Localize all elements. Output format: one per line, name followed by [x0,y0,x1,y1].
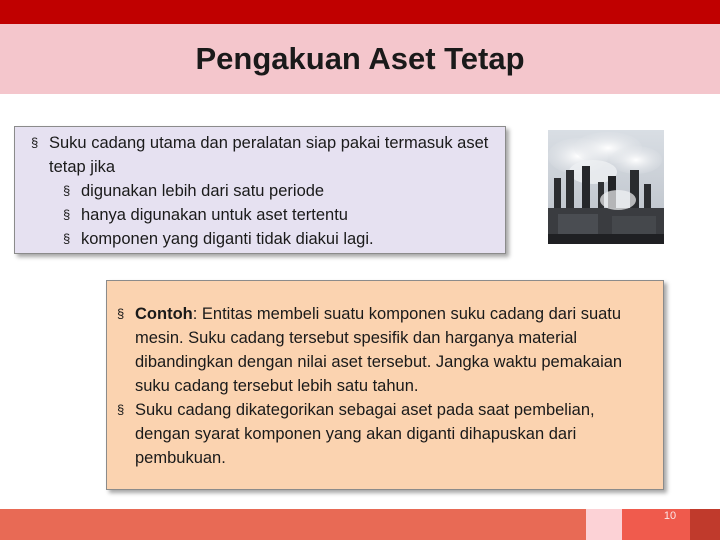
list-item [63,227,497,251]
list-item [117,302,653,398]
factory-smokestacks-photo [548,130,664,244]
footer-segment [690,509,720,540]
example-label: Contoh [135,305,193,323]
criteria-sublist [63,179,497,251]
bullet-icon: § [63,207,71,222]
list-item [63,179,497,203]
criteria-intro: Suku cadang utama dan peralatan siap pakai termasuk aset tetap jika [49,134,489,176]
top-accent-bar [0,0,720,24]
criteria-item: komponen yang diganti tidak diakui lagi. [81,230,374,248]
criteria-item: hanya digunakan untuk aset tertentu [81,206,348,224]
list-item [63,203,497,227]
criteria-item: digunakan lebih dari satu periode [81,182,325,200]
bullet-icon: § [31,135,39,150]
example-box [106,280,664,490]
list-item [31,131,497,251]
title-band [0,24,720,94]
criteria-box [14,126,506,254]
footer-segment [0,509,586,540]
bullet-icon: § [117,306,125,321]
footer-segment [622,509,650,540]
example-text: : Entitas membeli suatu komponen suku cadang dari suatu mesin. Suku cadang tersebut spesifik dan harganya material dibandingkan dengan nilai aset tersebut. Jangka waktu pemakaian suku cadang tersebut lebih satu tahun. [135,305,623,395]
slide-title: Pengakuan Aset Tetap [195,41,525,76]
bullet-icon: § [63,183,71,198]
criteria-list [31,131,497,251]
categorization-text: Suku cadang dikategorikan sebagai aset pada saat pembelian, dengan syarat komponen yang akan diganti dihapuskan dari pembukuan. [135,401,595,467]
page-number: 10 [650,509,690,540]
footer-segment [586,509,622,540]
bullet-icon: § [117,402,125,417]
bullet-icon: § [63,231,71,246]
example-list [117,302,653,470]
list-item [117,398,653,470]
